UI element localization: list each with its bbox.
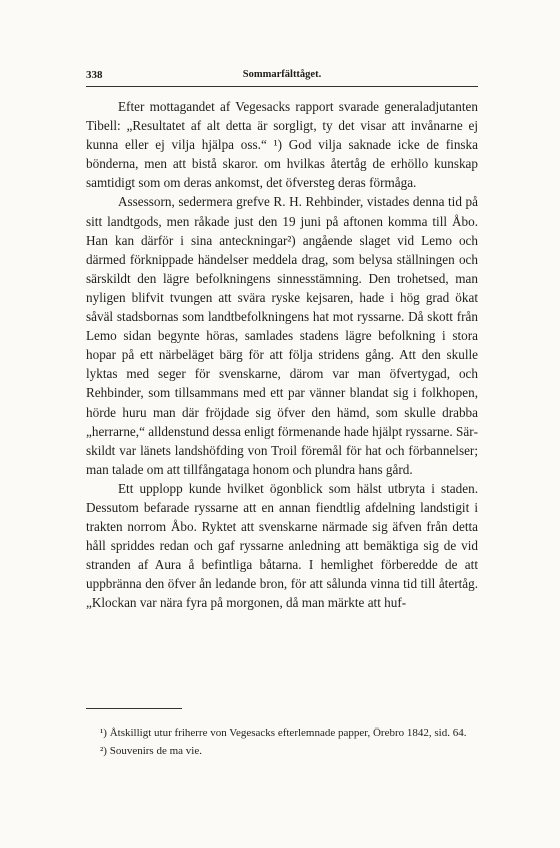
footnote-rule <box>86 708 182 709</box>
page-header <box>86 69 478 85</box>
paragraph: Ett upplopp kunde hvilket ögonblick som hälst utbryta i staden. Dessutom befarade ryssarne att en annan fiendtlig afdelning landstigit i trakten norrom Åbo. Ryktet att svenskarne närmade sig äfven från detta håll spriddes redan och gaf ryssarne anledning att bemäktiga sig de vid stranden af Aura å befintliga båtarna. I hemlighet förberedde de att uppbränna den öfver ån ledande bron, för att sålunda vinna tid till återtåg. „Klockan var nära fyra på morgonen, då man märkte att huf- <box>86 480 478 611</box>
paragraph: Efter mottagandet af Vegesacks rapport svarade generaladjutanten Tibell: „Resultatet af alt detta är sorgligt, ty det visar att invånarne ej kunna eller ej vilja hjälpa oss.“ ¹) God vilja saknade icke de finska bönderna, men att bistå skaror. om hvilkas återtåg de erhöllo kunskap samtidigt som om deras ankomst, det öfversteg deras förmåga. <box>86 99 478 191</box>
page-number: 338 <box>86 69 103 81</box>
footnote: ¹) Åtskilligt utur friherre von Vegesacks efterlemnade papper, Örebro 1842, sid. 64. <box>100 727 467 739</box>
paragraph: Assessorn, sedermera grefve R. H. Rehbinder, vistades denna tid på sitt landtgods, men råkade just den 19 juni på aftonen komma till Åbo. Han kan därför i sina anteckningar²) angående slaget vid Lemo och därmed förknippade händelser meddela drag, som belysa ställningen och särskildt den lägre befolkningens sinnesstämning. Den trohetsed, man nyligen blifvit tvungen att svära ryske kejsaren, hade i hög grad ökat såväl stadsbornas som landtbefolkningens hat mot ryssarne. Då skott från Lemo sidan begynte höras, samlades stadens lägre befolkning i stora hopar på ett närbeläget bärg för att följa stridens gång. Att den skulle lyktas med seger för svenskarne, därom var man öfvertygad, och Rehbinder, som tillsammans med ett par vänner blandat sig i folkhopen, hörde huru man där fröjdade sig öfver den hämd, som skulle drabba „herrarne,“ alldenstund dessa enligt förmenande hade hjälpt ryssarne. Särskildt var länets landshöfding von Troil föremål för hat och förbannelser; man talade om att tillfångataga honom och plundra hans gård. <box>86 194 478 477</box>
running-title: Sommarfälttåget. <box>242 69 322 80</box>
main-text <box>86 97 478 613</box>
footnote: ²) Souvenirs de ma vie. <box>100 745 202 757</box>
header-rule <box>86 86 478 87</box>
footnotes <box>86 724 478 760</box>
